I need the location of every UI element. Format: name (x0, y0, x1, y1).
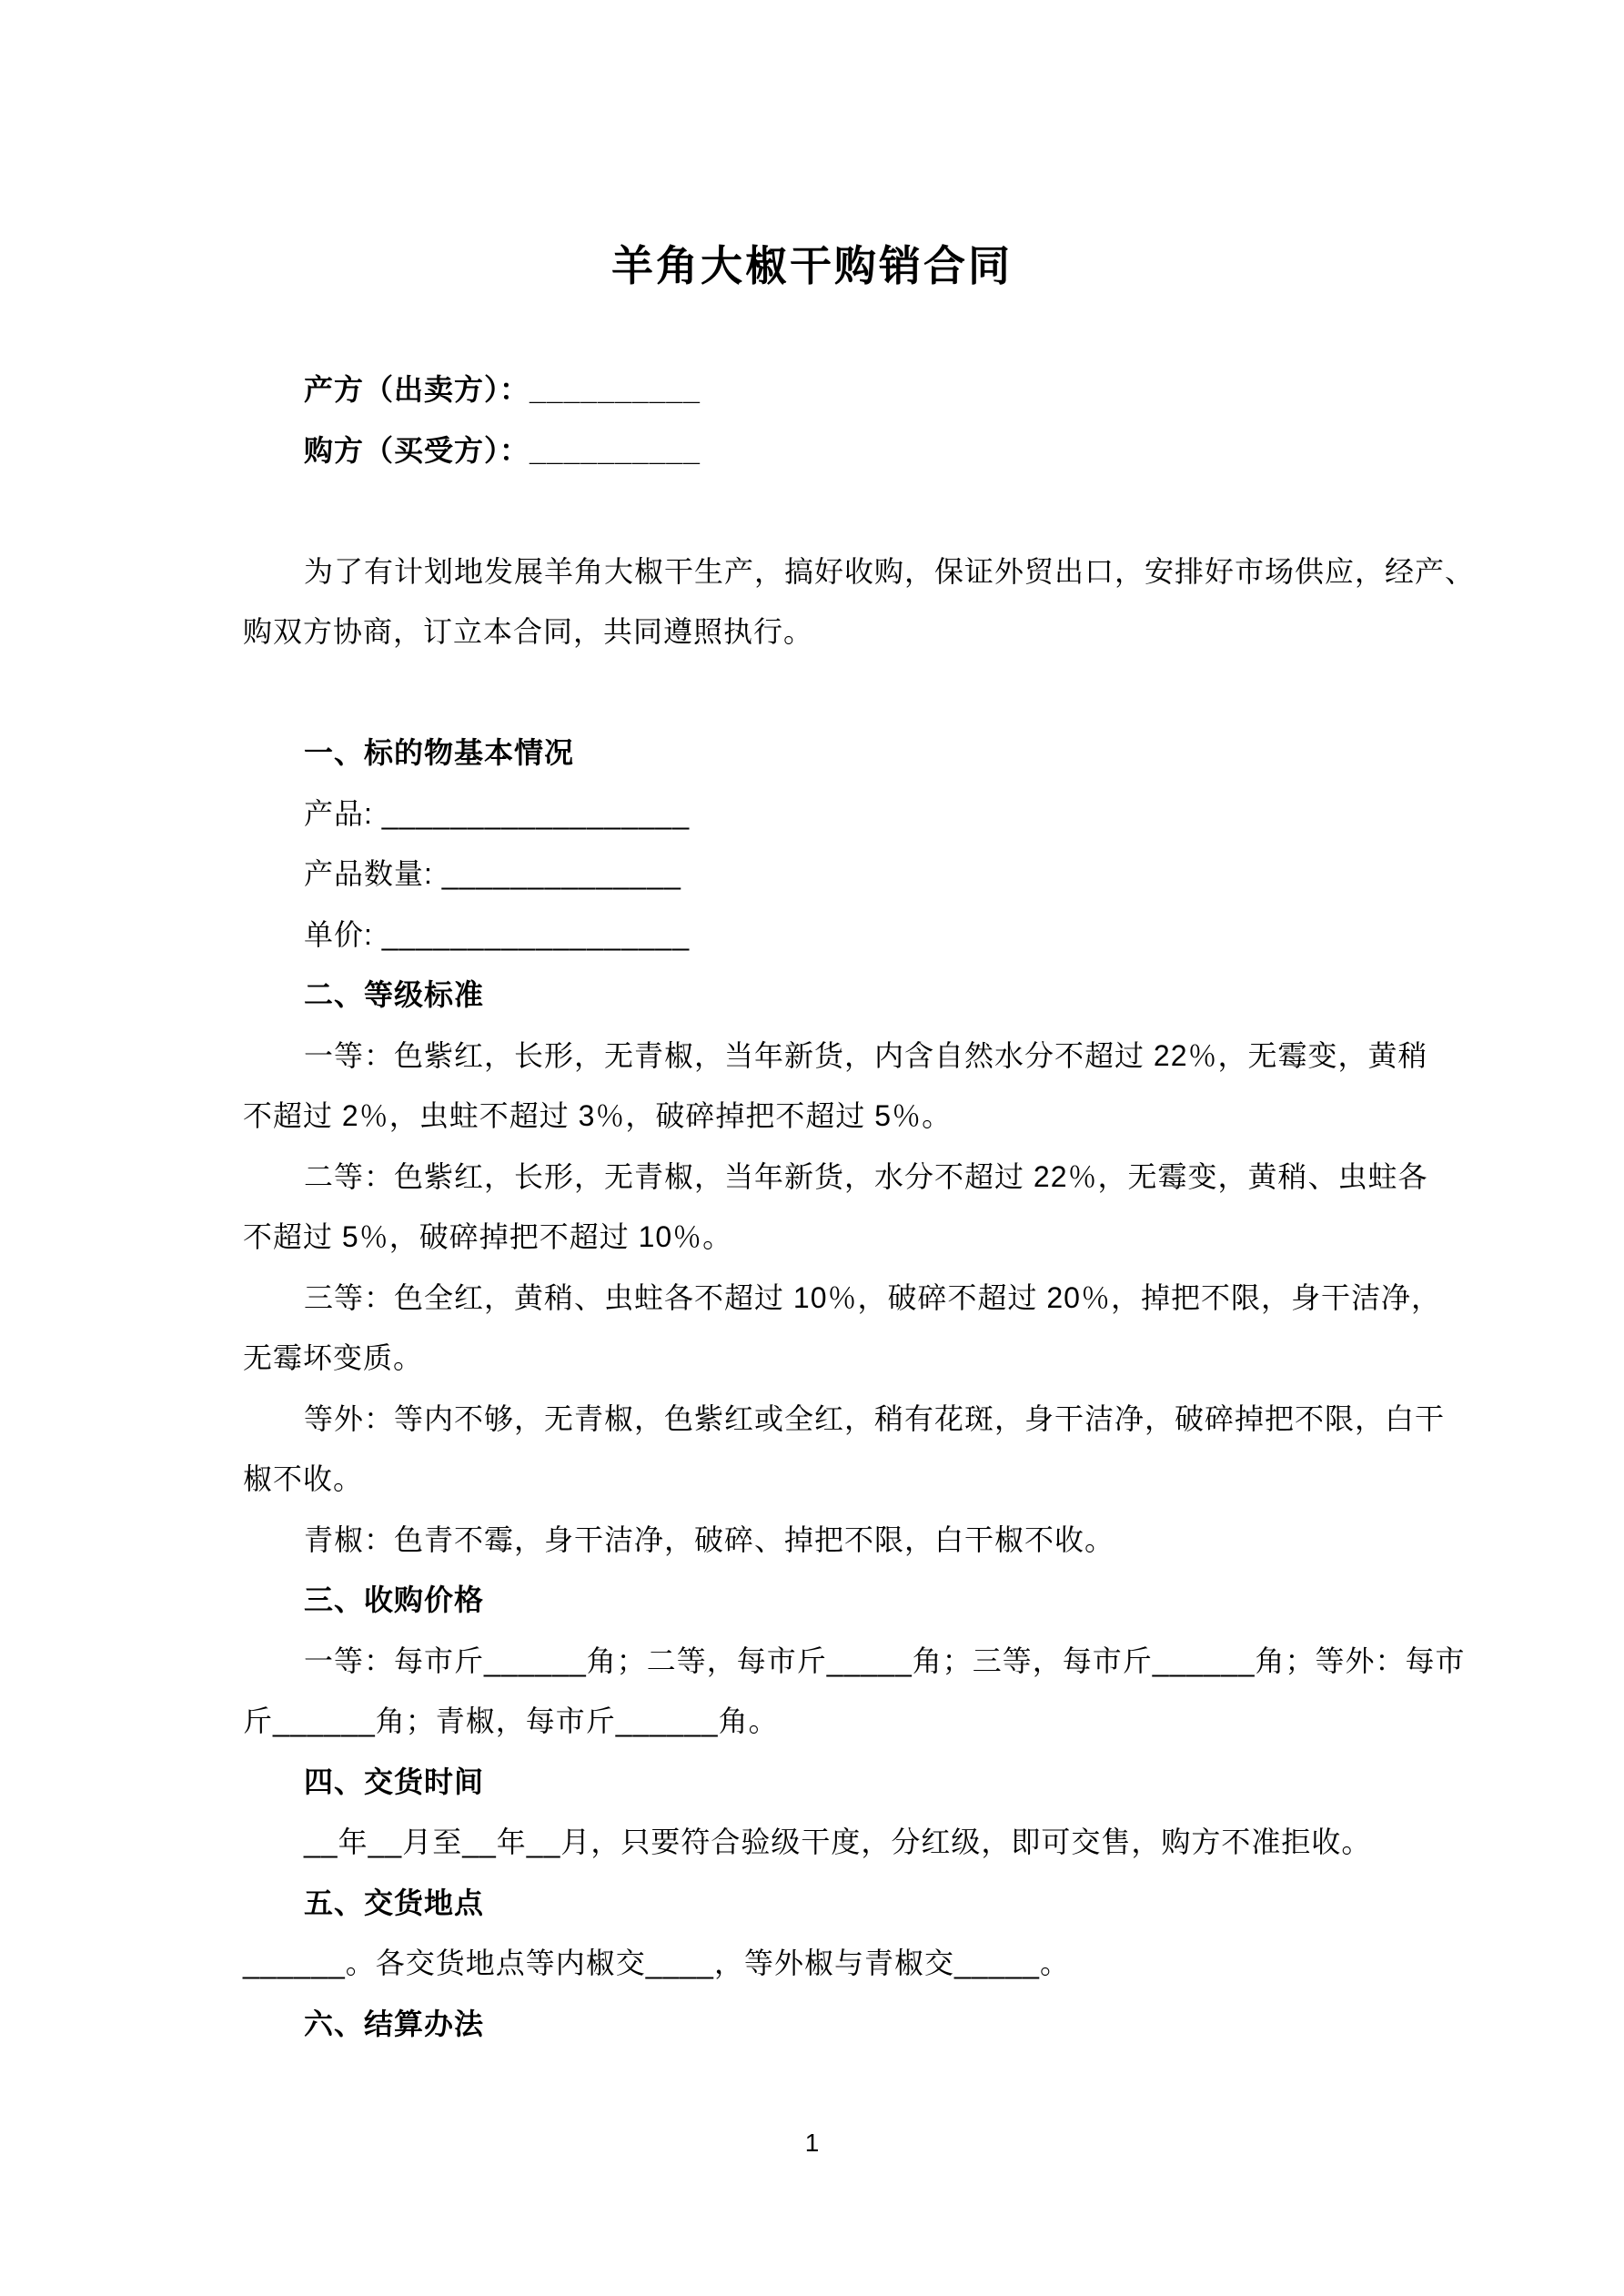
grade-1-line-1: 一等：色紫红，长形，无青椒，当年新货，内含自然水分不超过 22％，无霉变，黄稍 (304, 1038, 1428, 1072)
price-line-1: 一等：每市斤______角；二等，每市斤_____角；三等，每市斤______角；等外：每市 (304, 1644, 1466, 1677)
grade-off-line-1: 等外：等内不够，无青椒，色紫红或全红，稍有花斑，身干洁净，破碎掉把不限，白干 (304, 1401, 1446, 1435)
page-number: 1 (804, 2129, 820, 2157)
quantity-blank-line: 产品数量: ______________ (304, 857, 681, 890)
section-heading-settlement: 六、结算办法 (304, 2007, 485, 2040)
section-heading-price: 三、收购价格 (304, 1583, 485, 1616)
delivery-place-line: ______。各交货地点等内椒交____，等外椒与青椒交_____。 (243, 1947, 1070, 1979)
unit-price-blank-line: 单价: __________________ (304, 917, 691, 951)
grade-2-line-1: 二等：色紫红，长形，无青椒，当年新货，水分不超过 22％，无霉变，黄稍、虫蛀各 (304, 1159, 1428, 1193)
green-pepper-grade-line: 青椒：色青不霉，身干洁净，破碎、掉把不限，白干椒不收。 (304, 1522, 1115, 1556)
section-heading-delivery-time: 四、交货时间 (304, 1765, 485, 1798)
seller-line: 产方（出卖方）：__________ (304, 373, 701, 406)
section-heading-delivery-place: 五、交货地点 (304, 1886, 485, 1919)
grade-1-line-2: 不超过 2％，虫蛀不超过 3％，破碎掉把不超过 5％。 (243, 1099, 953, 1132)
buyer-line: 购方（买受方）：__________ (304, 433, 701, 467)
preamble-line-2: 购双方协商，订立本合同，共同遵照执行。 (243, 615, 814, 648)
grade-3-line-2: 无霉坏变质。 (243, 1341, 424, 1374)
price-line-2: 斤______角；青椒，每市斤______角。 (243, 1704, 779, 1737)
delivery-time-line: __年__月至__年__月，只要符合验级干度，分红级，即可交售，购方不准拒收。 (304, 1826, 1372, 1858)
contract-content (243, 0, 1476, 2054)
product-blank-line: 产品: __________________ (304, 796, 691, 830)
grade-2-line-2: 不超过 5％，破碎掉把不超过 10％。 (243, 1220, 733, 1253)
grade-off-line-2: 椒不收。 (243, 1462, 364, 1495)
document-title: 羊角大椒干购销合同 (611, 242, 1013, 289)
section-heading-grades: 二、等级标准 (304, 978, 485, 1011)
preamble-line-1: 为了有计划地发展羊角大椒干生产，搞好收购，保证外贸出口，安排好市场供应，经产、 (304, 554, 1476, 588)
section-heading-subject: 一、标的物基本情况 (304, 736, 575, 769)
grade-3-line-1: 三等：色全红，黄稍、虫蛀各不超过 10％，破碎不超过 20％，掉把不限，身干洁净， (304, 1280, 1441, 1314)
